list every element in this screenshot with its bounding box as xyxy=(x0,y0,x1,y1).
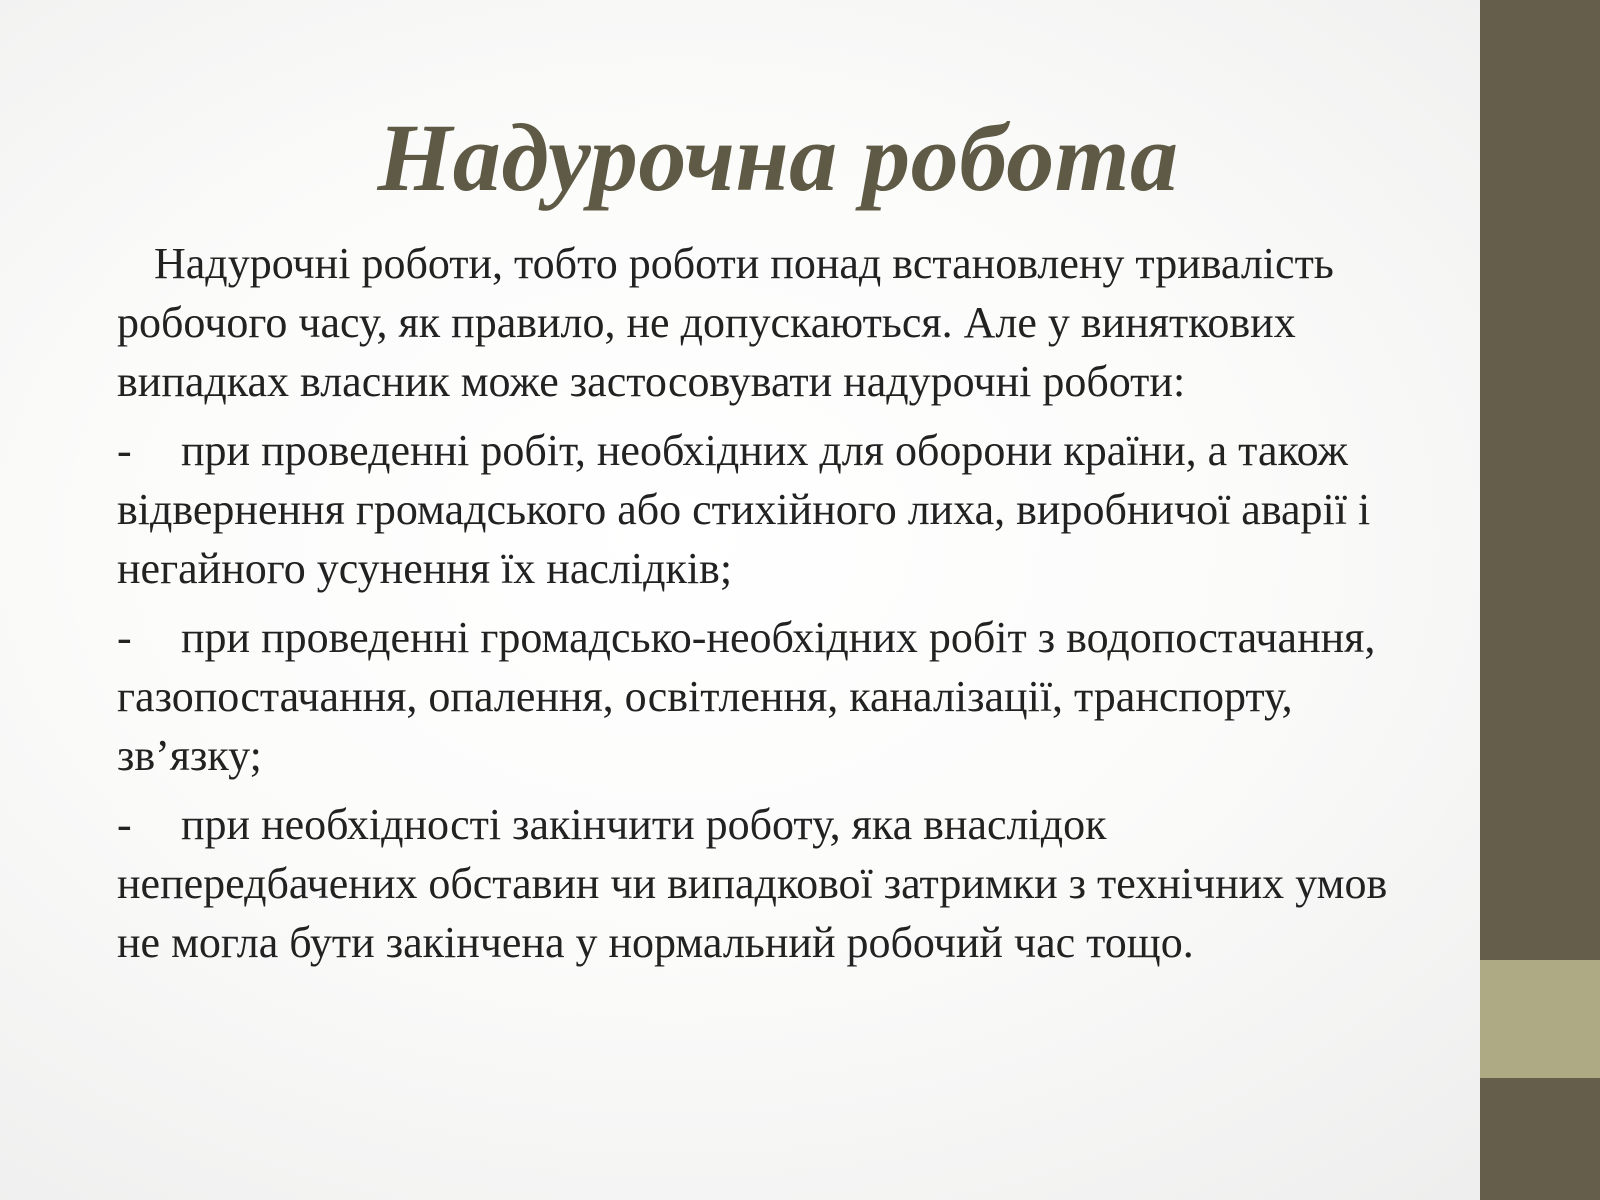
bullet-item xyxy=(117,421,1417,598)
sidebar-accent-block xyxy=(1480,960,1600,1078)
bullet-text: при проведенні робіт, необхідних для оборони країни, а також відвернення громадського або стихійного лиха, виробничої аварії і негайного усунення їх наслідків; xyxy=(117,426,1371,593)
bullet-dash: - xyxy=(117,800,132,849)
sidebar-dark-block xyxy=(1480,0,1600,960)
bullet-dash: - xyxy=(117,426,132,475)
sidebar-dark-block-bottom xyxy=(1480,1078,1600,1200)
slide-body xyxy=(117,234,1417,982)
intro-paragraph: Надурочні роботи, тобто роботи понад встановлену тривалість робочого часу, як правило, не допускаються. Але у виняткових випадках власник може застосовувати надурочні роботи: xyxy=(117,239,1334,406)
bullet-item xyxy=(117,795,1417,972)
bullet-text: при проведенні громадсько-необхідних робіт з водопостачання, газопостачання, опалення, освітлення, каналізації, транспорту, зв’язку; xyxy=(117,613,1376,780)
bullet-text: при необхідності закінчити роботу, яка внаслідок непередбачених обставин чи випадкової затримки з технічних умов не могла бути закінчена у нормальний робочий час тощо. xyxy=(117,800,1388,967)
decorative-sidebar xyxy=(1480,0,1600,1200)
slide-title: Надурочна робота xyxy=(377,104,1179,211)
bullet-item xyxy=(117,608,1417,785)
bullet-dash: - xyxy=(117,613,132,662)
